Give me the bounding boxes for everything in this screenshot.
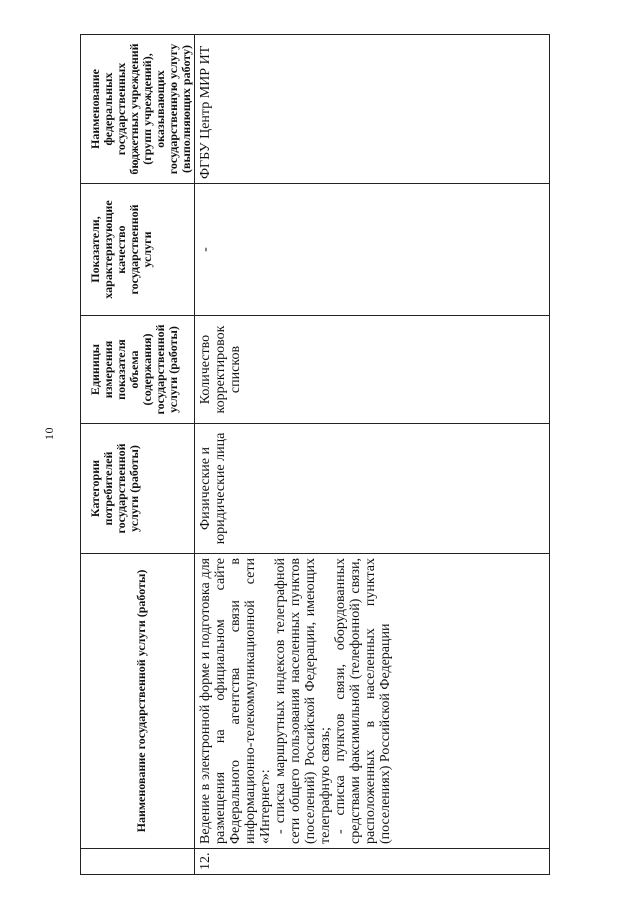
row-volume-units: Количество корректировок списков — [195, 316, 550, 424]
header-num — [81, 849, 195, 875]
service-paragraph-1: Ведение в электронной форме и подготовка для размещения на официальном сайте Федерального агентства связи в информационно-телекоммуникационной сети «Интернет»: — [198, 558, 273, 844]
row-number: 12. — [195, 849, 550, 875]
header-quality: Показатели, характеризующие качество государственной услуги — [81, 184, 195, 316]
service-paragraph-2: - списка маршрутных индексов телеграфной сети общего пользования населенных пунктов (поселений) Российской Федерации, имеющих телеграфную связь; — [273, 558, 333, 844]
header-service-name: Наименование государственной услуги (работы) — [81, 554, 195, 849]
table-row — [195, 35, 550, 875]
header-volume-units: Единицы измерения показателя объема (содержания) государственной услуги (работы) — [81, 316, 195, 424]
service-paragraph-3: - списка пунктов связи, оборудованных средствами факсимильной (телефонной) связи, расположенных в населенных пунктах (поселениях) Российской Федерации — [333, 558, 393, 844]
row-consumers: Физические и юридические лица — [195, 424, 550, 554]
row-service-name — [195, 554, 550, 849]
page-number: 10 — [42, 427, 56, 440]
row-institutions: ФГБУ Центр МИР ИТ — [195, 35, 550, 184]
services-table — [80, 34, 550, 875]
header-row — [81, 35, 195, 875]
header-institutions: Наименование федеральных государственных бюджетных учреждений (групп учреждений), оказывающих государственную услугу (выполняющих работу) — [81, 35, 195, 184]
rotated-table-container — [80, 35, 550, 875]
row-quality: - — [195, 184, 550, 316]
header-consumers: Категории потребителей государственной услуги (работы) — [81, 424, 195, 554]
